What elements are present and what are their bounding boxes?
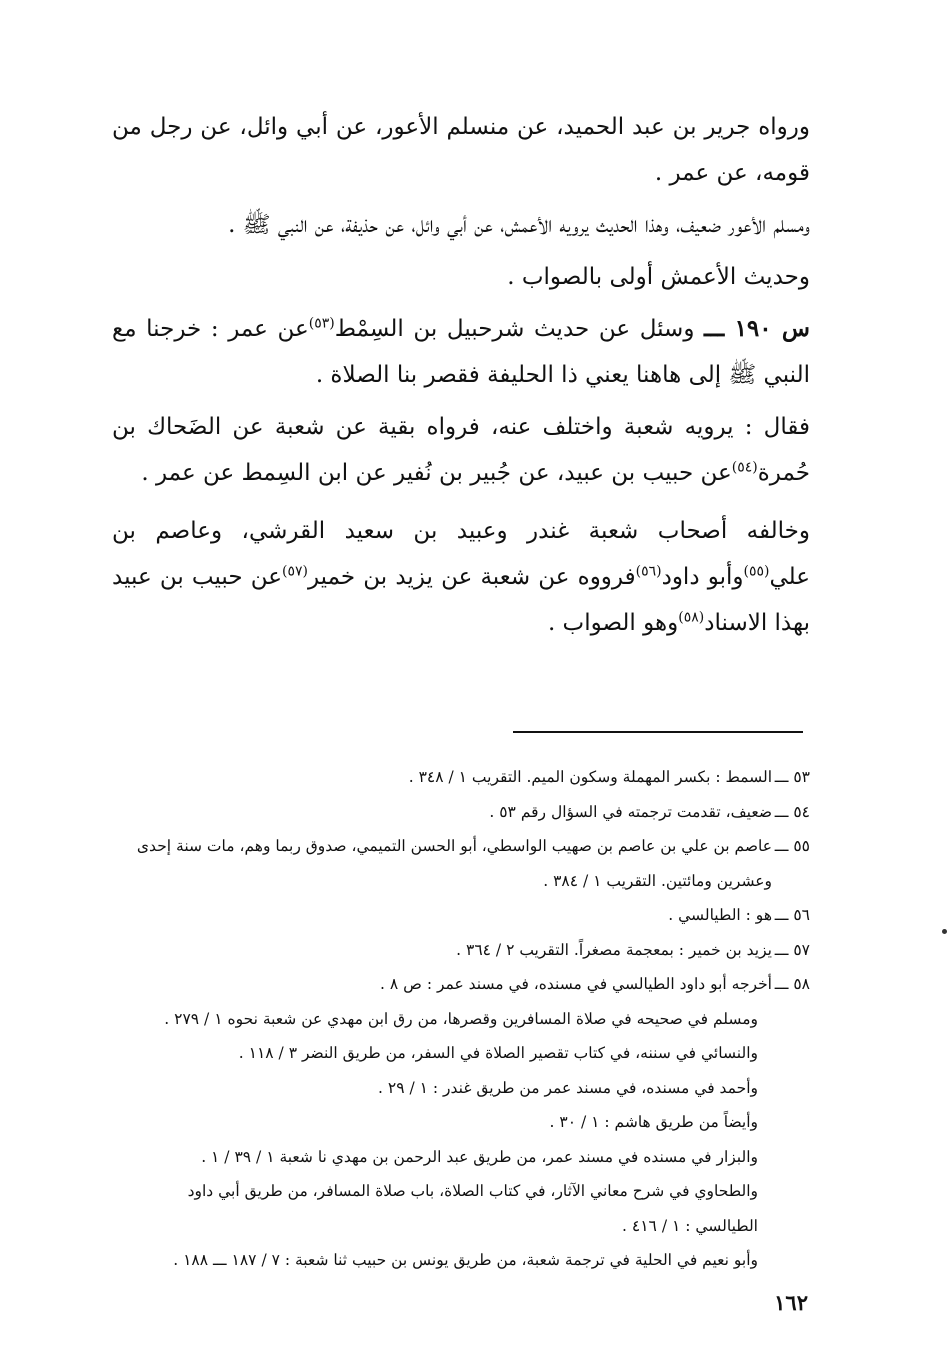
- footnote-55: [110, 829, 810, 864]
- answer-paragraph: [112, 404, 810, 496]
- footnote-58-bazzar: [110, 1140, 810, 1175]
- footnote-text: هو : الطيالسي .: [668, 906, 772, 924]
- footnote-text: وأيضاً من طريق هاشم : ١ / ٣٠ .: [549, 1113, 758, 1131]
- footnote-58-tahawi-continuation: [110, 1209, 810, 1244]
- margin-mark: [942, 929, 947, 934]
- footnote-text: وأبو نعيم في الحلية في ترجمة شعبة، من طريق يونس بن حبيب ثنا شعبة : ٧ / ١٨٧ ـــ ١٨٨ .: [173, 1251, 758, 1269]
- footnote-text: يزيد بن خمير : بمعجمة مصغراً. التقريب ٢ / ٣٦٤ .: [456, 940, 772, 959]
- paragraph-1-text: ورواه جرير بن عبد الحميد، عن منسلم الأعور، عن أبي وائل، عن رجل من قومه، عن عمر .: [112, 114, 810, 186]
- footnote-text: ومسلم في صحيحه في صلاة المسافرين وقصرها، من رق ابن مهدي عن شعبة نحوه ١ / ٢٧٩ .: [164, 1009, 758, 1028]
- question-190: [112, 306, 810, 398]
- footnote-ref-53: (٥٣): [308, 315, 335, 332]
- footnote-ref-55: (٥٥): [743, 563, 770, 580]
- footnote-58-ahmad-2: [110, 1105, 810, 1140]
- footnote-text: عاصم بن علي بن عاصم بن صهيب الواسطي، أبو الحسن التميمي، صدوق ربما وهم، مات سنة إحدى: [136, 837, 772, 855]
- footnote-58-ahmad: [110, 1071, 810, 1106]
- footnote-text: أخرجه أبو داود الطيالسي في مسنده، في مسند عمر : ص ٨ .: [380, 975, 772, 993]
- footnote-54: [110, 795, 810, 830]
- paragraph-6-text-d: عن حبيب بن عبيد بهذا الاسناد: [112, 564, 810, 636]
- paragraph-2: [112, 202, 810, 248]
- footnote-ref-54: (٥٤): [731, 459, 758, 476]
- paragraph-3: [112, 254, 810, 300]
- footnote-58-muslim: [110, 1002, 810, 1037]
- page-number: ١٦٢: [774, 1290, 808, 1315]
- footnote-text: وعشرين ومائتين. التقريب ١ / ٣٨٤ .: [543, 871, 772, 890]
- footnote-ref-57: (٥٧): [281, 563, 308, 580]
- footnote-number: ٥٧ ـــ: [774, 940, 810, 959]
- paragraph-2-text: ومسلم الأعور ضعيف، وهذا الحديث يرويه الأعمش، عن أبي وائل، عن حذيفة، عن النبي ﷺ .: [228, 212, 810, 238]
- footnote-text: الطيالسي : ١ / ٤١٦ .: [622, 1216, 758, 1235]
- main-text: [112, 104, 810, 646]
- footnote-text: والبزار في مسنده في مسند عمر، من طريق عبد الرحمن بن مهدي نا شعبة ١ / ٣٩ / ١ .: [201, 1147, 758, 1166]
- answer-text-a: فقال : يرويه شعبة واختلف عنه، فرواه بقية عن شعبة عن الضَحاك بن حُمرة: [112, 414, 810, 486]
- footnote-text: والطحاوي في شرح معاني الآثار، في كتاب الصلاة، باب صلاة المسافر، من طريق أبي داود: [187, 1182, 758, 1200]
- footnote-number: ٥٦ ـــ: [774, 906, 810, 924]
- footnote-58: [110, 967, 810, 1002]
- question-text-a: وسئل عن حديث شرحبيل بن السِمْط: [334, 316, 695, 342]
- footnote-ref-58: (٥٨): [678, 609, 705, 626]
- footnote-58-nasai: [110, 1036, 810, 1071]
- paragraph-1: [112, 104, 810, 196]
- footnote-number: ٥٣ ـــ: [774, 768, 810, 786]
- footnotes: [110, 760, 810, 1278]
- footnote-number: ٥٤ ـــ: [774, 802, 810, 821]
- paragraph-6: [112, 508, 810, 646]
- footnote-53: [110, 760, 810, 795]
- footnote-58-abu-nuaym: [110, 1243, 810, 1278]
- paragraph-6-text-c: فرووه عن شعبة عن يزيد بن خمير: [307, 564, 636, 590]
- footnote-text: وأحمد في مسنده، في مسند عمر من طريق غندر : ١ / ٢٩ .: [378, 1078, 758, 1097]
- paragraph-6-text-a: وخالفه أصحاب شعبة غندر وعبيد بن سعيد القرشي، وعاصم بن علي: [112, 518, 810, 590]
- footnote-number: ٥٥ ـــ: [774, 837, 810, 855]
- footnote-number: ٥٨ ـــ: [774, 975, 810, 993]
- footnote-text: السمط : بكسر المهملة وسكون الميم. التقريب ١ / ٣٤٨ .: [408, 768, 772, 786]
- paragraph-6-text-b: وأبو داود: [661, 564, 744, 590]
- answer-text-b: عن حبيب بن عبيد، عن جُبير بن نُفير عن ابن السِمط عن عمر .: [141, 460, 732, 486]
- footnote-divider: [513, 731, 803, 733]
- question-text-b: عن عمر : خرجنا مع النبي ﷺ إلى هاهنا يعني ذا الحليفة فقصر بنا الصلاة .: [112, 316, 810, 388]
- footnote-56: [110, 898, 810, 933]
- footnote-ref-56: (٥٦): [635, 563, 662, 580]
- paragraph-3-text: وحديث الأعمش أولى بالصواب .: [507, 264, 810, 290]
- footnote-58-tahawi: [110, 1174, 810, 1209]
- footnote-57: [110, 933, 810, 968]
- paragraph-6-text-e: وهو الصواب .: [547, 610, 679, 636]
- question-number: س ١٩٠ ـــ: [704, 315, 811, 342]
- footnote-text: ضعيف، تقدمت ترجمته في السؤال رقم ٥٣ .: [489, 802, 772, 821]
- footnote-text: والنسائي في سننه، في كتاب تقصير الصلاة في السفر، من طريق النضر ٣ / ١١٨ .: [238, 1044, 758, 1062]
- footnote-55-continuation: [110, 864, 810, 899]
